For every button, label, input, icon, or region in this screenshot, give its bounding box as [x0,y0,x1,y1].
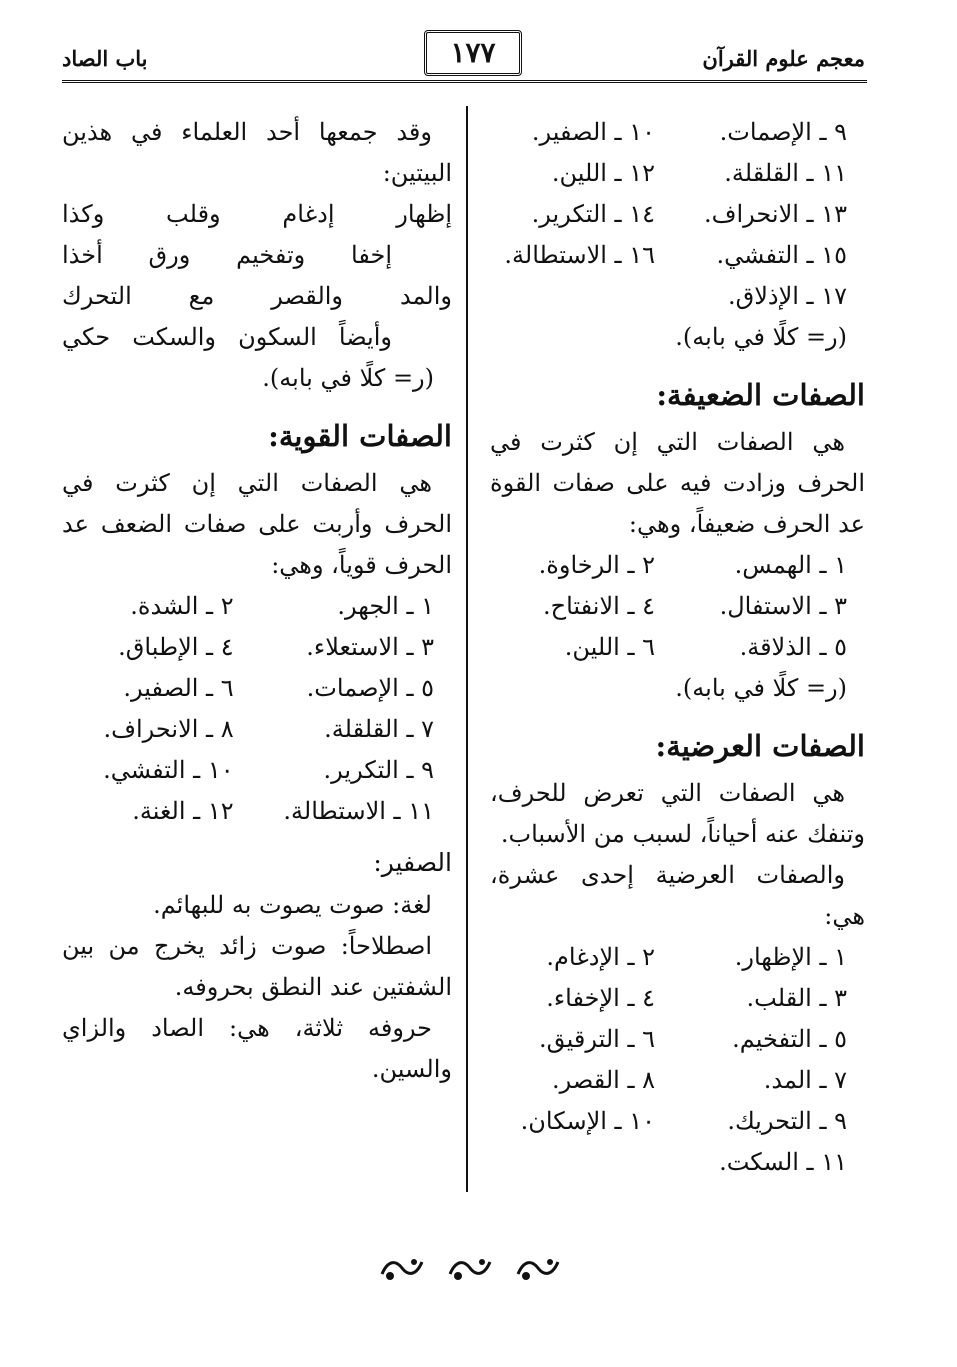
strong-list [62,586,452,832]
right-column [490,112,865,1183]
list-item [490,1060,865,1101]
safir-letters: حروفه ثلاثة، هي: الصاد والزاي والسين. [62,1014,452,1083]
list-item [490,1101,865,1142]
list-item-a: ٥ ـ الذلاقة. [739,633,847,661]
cross-reference: (ر= كلًا في بابه). [262,364,434,392]
list-item-b: ٦ ـ الترقيق. [538,1025,655,1053]
list-item [490,978,865,1019]
list-item-b: ٦ ـ الصفير. [123,674,234,702]
list-item-a: ١٧ ـ الإذلاق. [727,282,847,310]
poem [62,194,452,358]
strong-attributes-heading: الصفات القوية: [268,419,452,453]
book-title: معجم علوم القرآن [702,46,865,71]
list-item-b [490,1142,655,1183]
page-number: ١٧٧ [424,30,522,76]
safir-term: اصطلاحاً: صوت زائد يخرج من بين الشفتين عند النطق بحروفه. [62,932,452,1001]
cross-reference: (ر= كلًا في بابه). [675,674,847,702]
list-item-a: ٥ ـ الإصمات. [306,674,434,702]
left-column [62,112,452,1090]
list-item-a: ١١ ـ القلقلة. [724,159,847,187]
list-top [490,112,865,317]
list-item [62,627,452,668]
list-item-a: ٩ ـ التكرير. [323,756,434,784]
weak-attributes-text: هي الصفات التي إن كثرت في الحرف وزادت فيه على صفات القوة عد الحرف ضعيفاً، وهي: [490,428,865,538]
list-item [490,545,865,586]
list-item-a: ١ ـ الهمس. [734,551,847,579]
ornament-icon [378,1254,426,1289]
list-item-b: ١٢ ـ الغنة. [132,797,234,825]
list-item-b: ٤ ـ الإخفاء. [546,984,655,1012]
list-item-a: ١ ـ الجهر. [337,592,434,620]
list-item-b: ٤ ـ الإطباق. [118,633,234,661]
poem-line: وأيضاً السكون والسكت حكي [62,323,392,351]
cross-reference: (ر= كلًا في بابه). [675,323,847,351]
list-item-b: ١٤ ـ التكرير. [531,200,655,228]
list-item-b [490,276,655,317]
poem-intro: وقد جمعها أحد العلماء في هذين البيتين: [62,118,452,187]
list-item [490,937,865,978]
safir-language: لغة: صوت يصوت به للبهائم. [153,891,432,919]
list-item-a: ١ ـ الإظهار. [734,943,847,971]
list-item [62,791,452,832]
list-item [62,709,452,750]
weak-attributes-heading: الصفات الضعيفة: [656,378,865,412]
list-item-b: ١٢ ـ اللين. [551,159,655,187]
list-item-b: ٢ ـ الإدغام. [546,943,655,971]
list-item-b: ١٦ ـ الاستطالة. [504,241,655,269]
list-item-b: ٨ ـ الانحراف. [103,715,234,743]
list-item [62,668,452,709]
poem-line: إخفا وتفخيم ورق أخذا [62,241,392,269]
poem-line: إظهار إدغام وقلب وكذا [62,200,452,228]
list-item-b: ١٠ ـ التفشي. [103,756,234,784]
list-item-a: ٩ ـ التحريك. [727,1107,847,1135]
column-divider [466,106,468,1192]
safir-heading: الصفير: [373,848,452,877]
list-item-b: ٨ ـ القصر. [552,1066,655,1094]
list-item [490,627,865,668]
list-item-b: ٢ ـ الشدة. [130,592,234,620]
list-item [490,153,865,194]
list-item-a: ١٣ ـ الانحراف. [703,200,847,228]
list-item-b: ٤ ـ الانفتاح. [542,592,655,620]
list-item [490,112,865,153]
list-item [490,235,865,276]
list-item-a: ٧ ـ القلقلة. [324,715,434,743]
list-item [490,1019,865,1060]
list-item-b: ١٠ ـ الإسكان. [520,1107,655,1135]
ornament-icon [378,1254,562,1289]
weak-list [490,545,865,668]
incidental-attributes-heading: الصفات العرضية: [655,729,865,763]
list-item-a: ١١ ـ السكت. [719,1148,847,1176]
list-item-a: ٩ ـ الإصمات. [719,118,847,146]
list-item [490,586,865,627]
list-item [490,1142,865,1183]
chapter-title: باب الصاد [62,46,148,71]
list-item-a: ١١ ـ الاستطالة. [283,797,434,825]
list-item-a: ٣ ـ الاستعلاء. [306,633,434,661]
header-rule [62,80,867,83]
list-item-b: ٢ ـ الرخاوة. [538,551,655,579]
ornament-icon [514,1254,562,1289]
list-item-b: ١٠ ـ الصفير. [531,118,655,146]
list-item-b: ٦ ـ اللين. [564,633,655,661]
incidental-attributes-text: هي الصفات التي تعرض للحرف، وتنفك عنه أحياناً، لسبب من الأسباب. [490,779,865,848]
list-item-a: ١٥ ـ التفشي. [716,241,847,269]
list-item-a: ٣ ـ القلب. [746,984,847,1012]
list-item [62,586,452,627]
list-item [490,276,865,317]
list-item-a: ٥ ـ التفخيم. [732,1025,847,1053]
list-item [490,194,865,235]
incidental-attributes-text2: والصفات العرضية إحدى عشرة، هي: [490,861,865,930]
poem-line: والمد والقصر مع التحرك [62,282,452,310]
list-item-a: ٧ ـ المد. [763,1066,847,1094]
list-item-a: ٣ ـ الاستفال. [719,592,847,620]
list-item [62,750,452,791]
strong-attributes-text: هي الصفات التي إن كثرت في الحرف وأربت على صفات الضعف عد الحرف قوياً، وهي: [62,469,452,579]
incidental-list [490,937,865,1183]
ornament-icon [446,1254,494,1289]
